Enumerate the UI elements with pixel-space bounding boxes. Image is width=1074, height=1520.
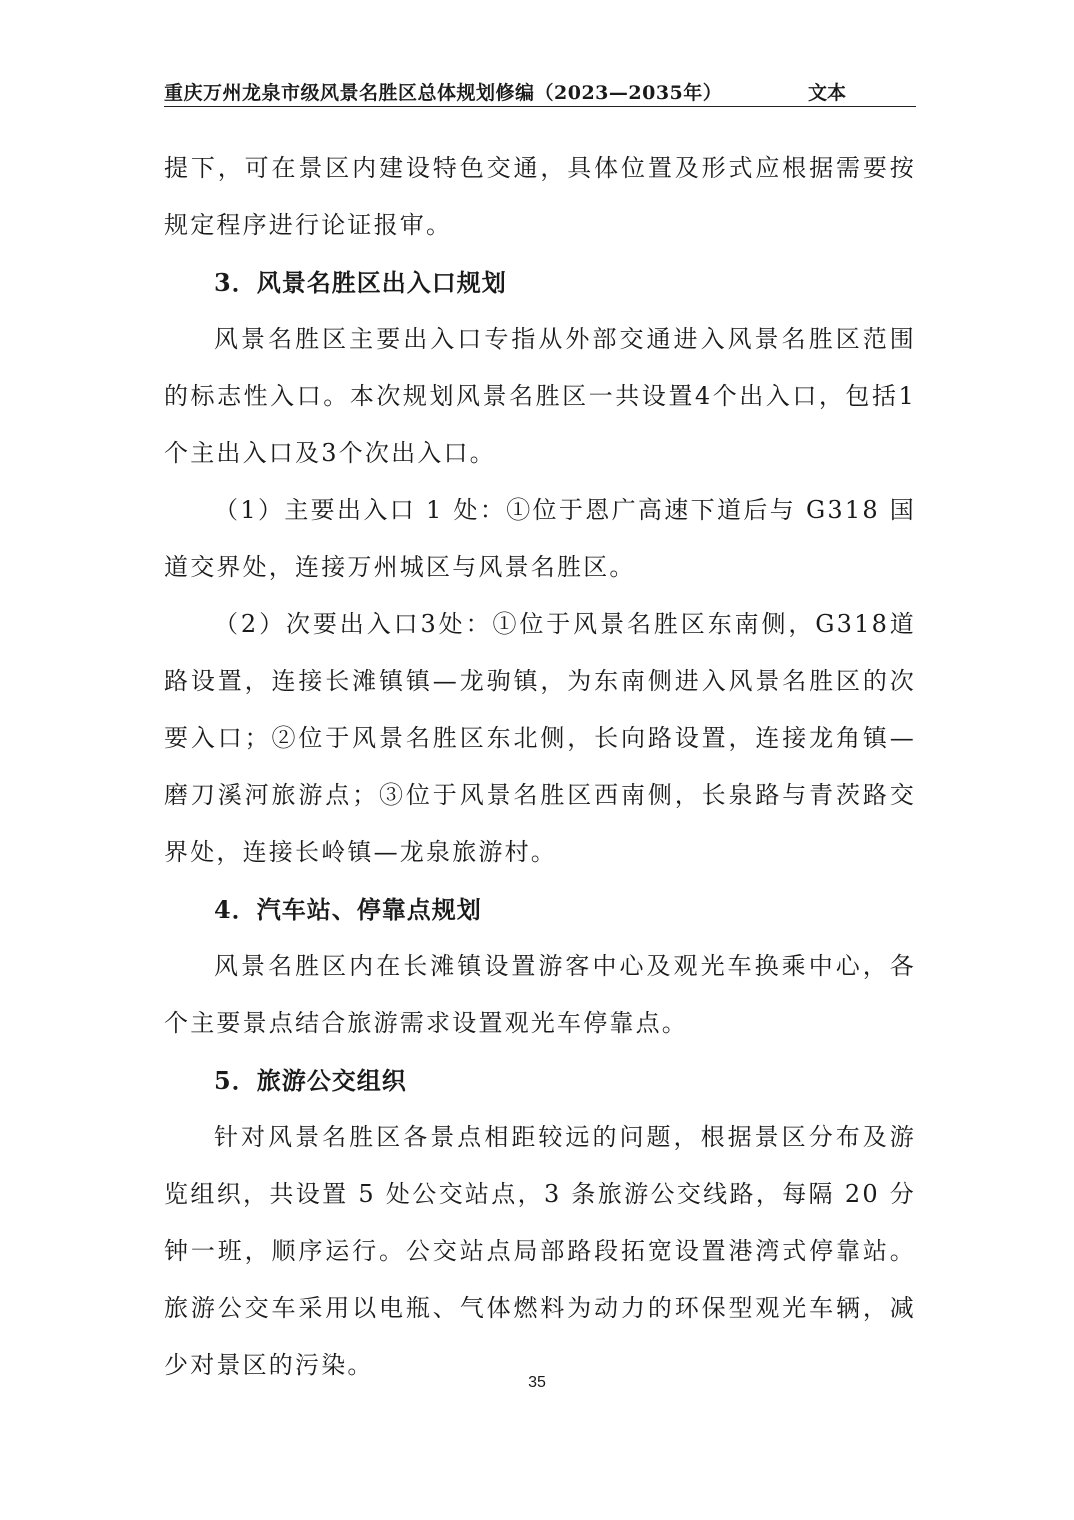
section-heading-5: 5．旅游公交组织	[214, 1066, 407, 1095]
paragraph-tourist-bus: 针对风景名胜区各景点相距较远的问题，根据景区分布及游览组织，共设置 5 处公交站点，3 条旅游公交线路，每隔 20 分钟一班，顺序运行。公交站点局部路段拓宽设置港湾式停靠站。旅游公交车采用以电瓶、气体燃料为动力的环保型观光车辆，减少对景区的污染。	[164, 1123, 916, 1379]
header-label: 文本	[808, 82, 847, 104]
header-title: 重庆万州龙泉市级风景名胜区总体规划修编（2023—2035年）	[164, 82, 723, 104]
section-heading-4: 4．汽车站、停靠点规划	[214, 895, 482, 924]
paragraph-entrance-overview: 风景名胜区主要出入口专指从外部交通进入风景名胜区范围的标志性入口。本次规划风景名胜区一共设置4个出入口，包括1个主出入口及3个次出入口。	[164, 325, 916, 467]
document-body	[164, 140, 916, 1394]
section-heading-3: 3．风景名胜区出入口规划	[214, 268, 507, 297]
page-number: 35	[528, 1374, 546, 1391]
paragraph-bus-stations: 风景名胜区内在长滩镇设置游客中心及观光车换乘中心，各个主要景点结合旅游需求设置观光车停靠点。	[164, 952, 916, 1037]
paragraph-continuation: 提下，可在景区内建设特色交通，具体位置及形式应根据需要按规定程序进行论证报审。	[164, 154, 916, 239]
paragraph-secondary-entrances: （2）次要出入口3处：①位于风景名胜区东南侧，G318道路设置，连接长滩镇镇—龙驹镇，为东南侧进入风景名胜区的次要入口；②位于风景名胜区东北侧，长向路设置，连接龙角镇—磨刀溪河旅游点；③位于风景名胜区西南侧，长泉路与青茨路交界处，连接长岭镇—龙泉旅游村。	[164, 610, 916, 866]
paragraph-main-entrance: （1）主要出入口 1 处：①位于恩广高速下道后与 G318 国道交界处，连接万州城区与风景名胜区。	[164, 496, 916, 581]
page-header	[164, 78, 916, 107]
